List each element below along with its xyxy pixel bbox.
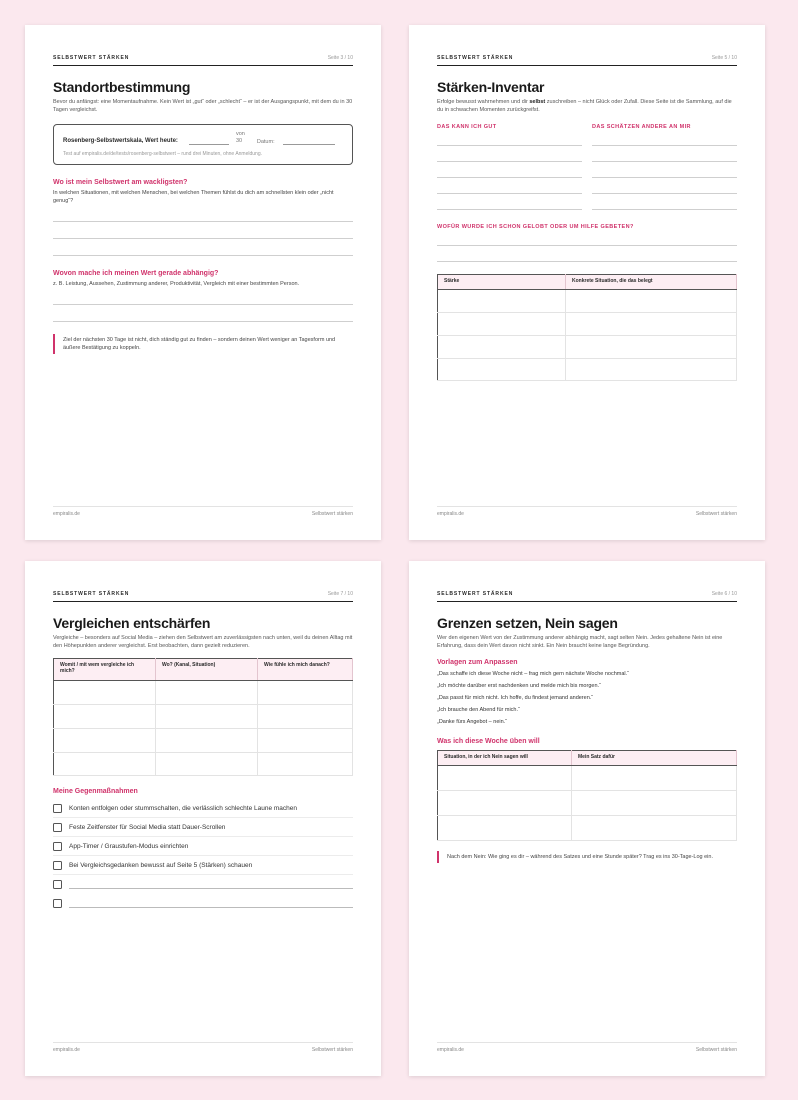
page-header bbox=[53, 589, 353, 602]
page-title: Stärken-Inventar bbox=[437, 79, 545, 95]
page-title: Grenzen setzen, Nein sagen bbox=[437, 615, 618, 631]
page-footer bbox=[437, 1042, 737, 1053]
footer-site: empiralis.de bbox=[53, 511, 80, 517]
column-title: DAS SCHÄTZEN ANDERE AN MIR bbox=[592, 124, 691, 130]
column-can-do-well bbox=[437, 124, 582, 210]
table-row[interactable] bbox=[438, 766, 737, 791]
table-header-compare-with: Womit / mit wem vergleiche ich mich? bbox=[54, 659, 156, 681]
worksheet-page-grenzen-setzen bbox=[409, 561, 765, 1076]
score-box bbox=[53, 124, 353, 165]
page-intro: Vergleiche – besonders auf Social Media – ziehen den Selbstwert am zuverlässigsten nach unten, weil du deinen Alltag mit den Höhepunkten anderer vergleichst. Erst beobachten, dann gezielt reduzieren. bbox=[53, 635, 353, 649]
table-row[interactable] bbox=[438, 816, 737, 841]
score-label: Rosenberg-Selbstwertskala, Wert heute: bbox=[63, 138, 178, 144]
page-footer bbox=[437, 506, 737, 517]
checklist-item[interactable]: Feste Zeitfenster für Social Media statt Dauer-Scrollen bbox=[53, 818, 353, 837]
table-row[interactable] bbox=[438, 313, 737, 336]
brand-label: SELBSTWERT STÄRKEN bbox=[53, 591, 130, 597]
table-header-situation: Situation, in der ich Nein sagen will bbox=[438, 751, 572, 766]
page-intro: Wer den eigenen Wert von der Zustimmung anderer abhängig macht, sagt selten Nein. Jedes gehaltene Nein ist eine Erfahrung, dass dein Wert davon nicht sinkt. Ein Nein braucht keine lange Begründung. bbox=[437, 635, 723, 649]
table-header-strength: Stärke bbox=[438, 275, 566, 290]
phrase-template: „Ich brauche den Abend für mich.“ bbox=[437, 707, 520, 713]
templates-title: Vorlagen zum Anpassen bbox=[437, 659, 518, 666]
checkbox[interactable] bbox=[53, 823, 62, 832]
question-weak-spots-hint: In welchen Situationen, mit welchen Menschen, bei welchen Themen fühlst du dich am schnellsten klein oder „nicht genug“? bbox=[53, 190, 334, 204]
practice-table bbox=[437, 750, 737, 841]
footer-site: empiralis.de bbox=[437, 1047, 464, 1053]
answer-lines-praise[interactable] bbox=[437, 230, 737, 262]
footer-title: Selbstwert stärken bbox=[695, 1047, 737, 1053]
checklist-item[interactable]: Bei Vergleichsgedanken bewusst auf Seite 5 (Stärken) schauen bbox=[53, 856, 353, 875]
table-row[interactable] bbox=[54, 729, 353, 753]
date-input-line[interactable] bbox=[283, 137, 335, 145]
comparison-table bbox=[53, 658, 353, 776]
worksheet-page-vergleichen bbox=[25, 561, 381, 1076]
answer-lines-dependency[interactable] bbox=[53, 288, 353, 322]
footer-site: empiralis.de bbox=[437, 511, 464, 517]
question-dependency-hint: z. B. Leistung, Aussehen, Zustimmung anderer, Produktivität, Vergleich mit einer bestimmten Person. bbox=[53, 281, 300, 287]
table-header-phrase: Mein Satz dafür bbox=[572, 751, 737, 766]
column-title: DAS KANN ICH GUT bbox=[437, 124, 497, 130]
brand-label: SELBSTWERT STÄRKEN bbox=[437, 55, 514, 61]
question-weak-spots-title: Wo ist mein Selbstwert am wackligsten? bbox=[53, 179, 188, 186]
checkbox[interactable] bbox=[53, 804, 62, 813]
table-row[interactable] bbox=[438, 359, 737, 381]
phrase-template: „Danke fürs Angebot – nein.“ bbox=[437, 719, 508, 725]
table-row[interactable] bbox=[438, 791, 737, 816]
answer-lines-weak-spots[interactable] bbox=[53, 205, 353, 256]
checklist-item-empty[interactable] bbox=[53, 894, 353, 913]
praise-title: WOFÜR WURDE ICH SCHON GELOBT ODER UM HILFE GEBETEN? bbox=[437, 224, 634, 230]
table-header-situation: Konkrete Situation, die das belegt bbox=[566, 275, 737, 290]
footer-title: Selbstwert stärken bbox=[311, 511, 353, 517]
page-title: Vergleichen entschärfen bbox=[53, 615, 211, 631]
measures-checklist bbox=[53, 799, 353, 913]
checklist-item[interactable]: App-Timer / Graustufen-Modus einrichten bbox=[53, 837, 353, 856]
page-header bbox=[53, 53, 353, 66]
page-footer bbox=[53, 506, 353, 517]
phrase-template: „Ich möchte darüber erst nachdenken und melde mich bis morgen.“ bbox=[437, 683, 601, 689]
worksheet-page-standortbestimmung bbox=[25, 25, 381, 540]
table-row[interactable] bbox=[54, 681, 353, 705]
page-title: Standortbestimmung bbox=[53, 79, 191, 95]
footer-title: Selbstwert stärken bbox=[695, 511, 737, 517]
page-number: Seite 6 / 10 bbox=[711, 591, 737, 597]
checklist-item-empty[interactable] bbox=[53, 875, 353, 894]
measures-title: Meine Gegenmaßnahmen bbox=[53, 788, 138, 795]
page-intro: Erfolge bewusst wahrnehmen und dir selbst zuschreiben – nicht Glück oder Zufall. Diese Seite ist die Sammlung, auf die du in schwachen Momenten zurückgreifst. bbox=[437, 99, 732, 113]
score-input-line[interactable] bbox=[189, 137, 229, 145]
score-of: von 30 bbox=[236, 131, 245, 144]
table-row[interactable] bbox=[438, 290, 737, 313]
practice-title: Was ich diese Woche üben will bbox=[437, 738, 540, 745]
column-others-appreciate bbox=[592, 124, 737, 210]
page-header bbox=[437, 53, 737, 66]
phrase-template: „Das schaffe ich diese Woche nicht – frag mich gern nächste Woche nochmal.“ bbox=[437, 671, 629, 677]
phrase-templates bbox=[437, 670, 737, 726]
table-row[interactable] bbox=[438, 336, 737, 359]
checklist-item[interactable]: Konten entfolgen oder stummschalten, die verlässlich schlechte Laune machen bbox=[53, 799, 353, 818]
goal-callout: Ziel der nächsten 30 Tage ist nicht, dich ständig gut zu finden – sondern deinen Wert weniger an Tagesform und äußere Bestätigung zu koppeln. bbox=[53, 334, 353, 354]
date-label: Datum: bbox=[256, 139, 275, 145]
footer-title: Selbstwert stärken bbox=[311, 1047, 353, 1053]
table-header-where: Wo? (Kanal, Situation) bbox=[156, 659, 258, 681]
phrase-template: „Das passt für mich nicht. Ich hoffe, du findest jemand anderen.“ bbox=[437, 695, 594, 701]
answer-lines-others[interactable] bbox=[592, 130, 737, 210]
strengths-table bbox=[437, 274, 737, 381]
table-header-feeling: Wie fühle ich mich danach? bbox=[258, 659, 353, 681]
question-dependency-title: Wovon mache ich meinen Wert gerade abhängig? bbox=[53, 270, 219, 277]
page-number: Seite 5 / 10 bbox=[711, 55, 737, 61]
score-note: Test auf empiralis.de/de/tests/rosenberg-selbstwert – rund drei Minuten, ohne Anmeldung. bbox=[63, 151, 262, 157]
table-row[interactable] bbox=[54, 705, 353, 729]
page-header bbox=[437, 589, 737, 602]
table-row[interactable] bbox=[54, 753, 353, 776]
page-intro: Bevor du anfängst: eine Momentaufnahme. Kein Wert ist „gut“ oder „schlecht“ – er ist der Ausgangspunkt, mit dem du in 30 Tagen vergleichst. bbox=[53, 99, 353, 113]
page-footer bbox=[53, 1042, 353, 1053]
worksheet-page-staerken-inventar bbox=[409, 25, 765, 540]
answer-lines-can-do[interactable] bbox=[437, 130, 582, 210]
checkbox[interactable] bbox=[53, 880, 62, 889]
page-number: Seite 7 / 10 bbox=[327, 591, 353, 597]
checkbox[interactable] bbox=[53, 899, 62, 908]
checkbox[interactable] bbox=[53, 842, 62, 851]
footer-site: empiralis.de bbox=[53, 1047, 80, 1053]
reflection-callout: Nach dem Nein: Wie ging es dir – während des Satzes und eine Stunde später? Trag es ins 30-Tage-Log ein. bbox=[437, 851, 737, 863]
brand-label: SELBSTWERT STÄRKEN bbox=[437, 591, 514, 597]
brand-label: SELBSTWERT STÄRKEN bbox=[53, 55, 130, 61]
checkbox[interactable] bbox=[53, 861, 62, 870]
page-number: Seite 3 / 10 bbox=[327, 55, 353, 61]
